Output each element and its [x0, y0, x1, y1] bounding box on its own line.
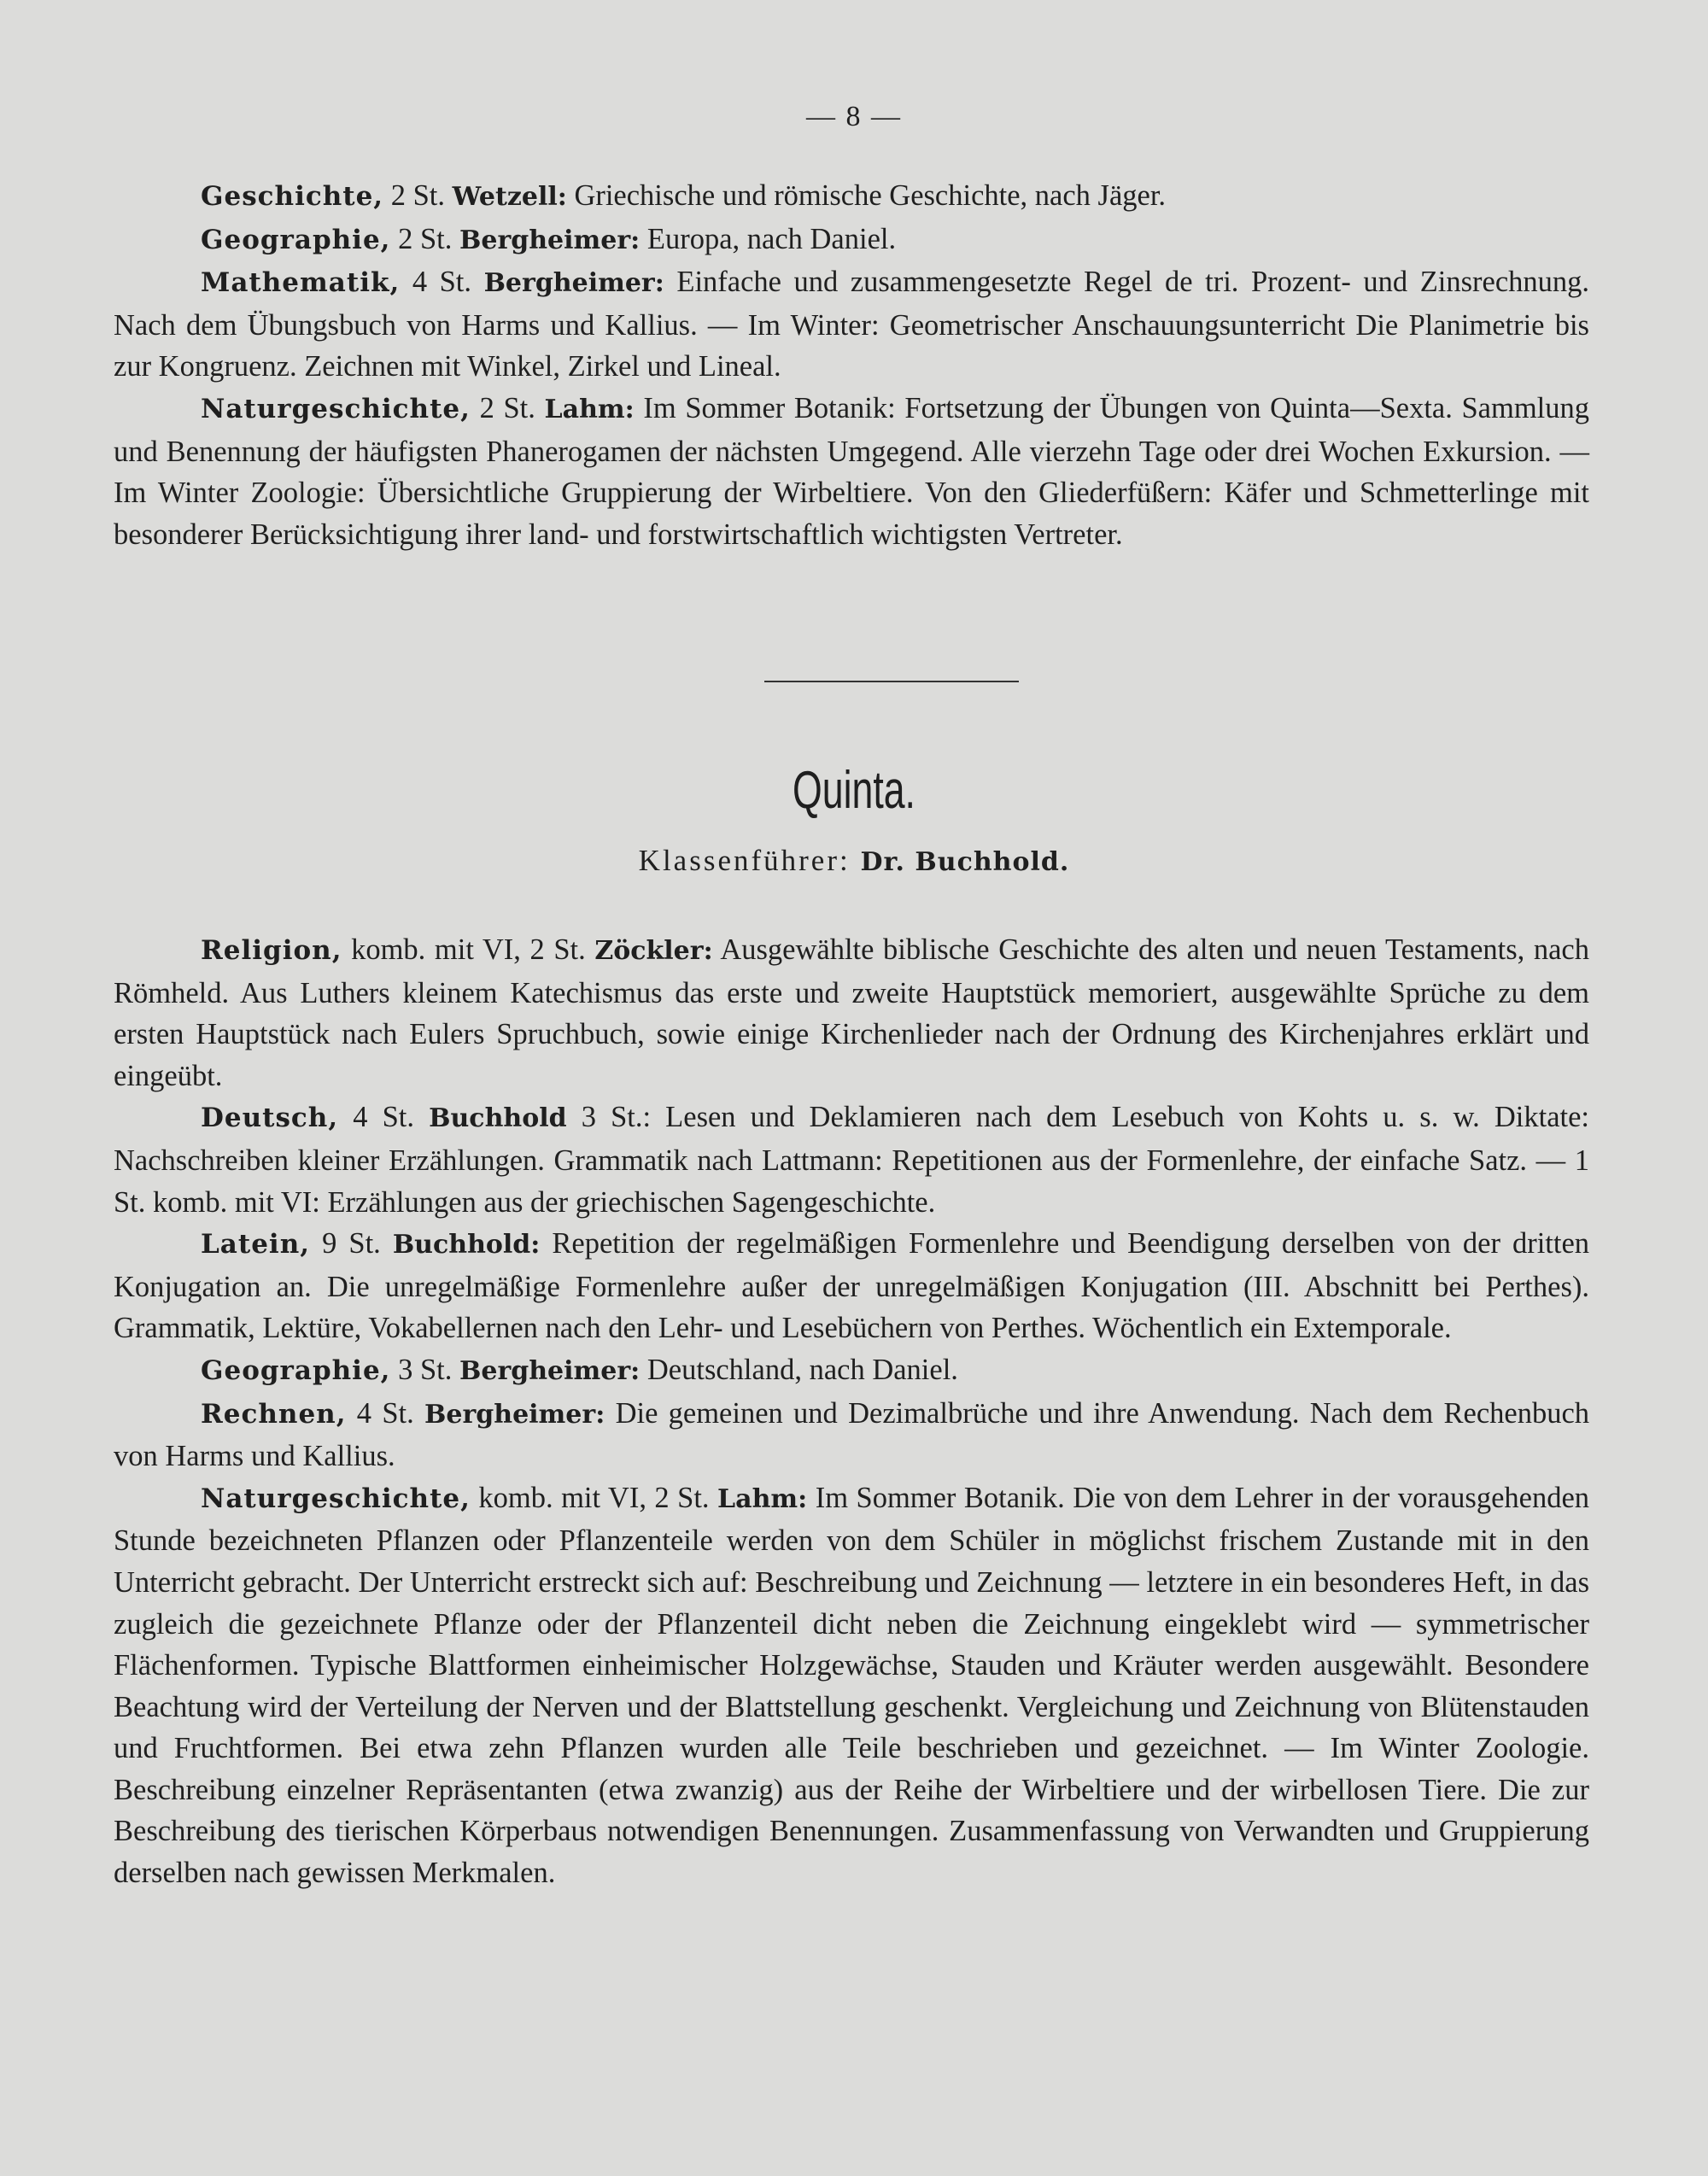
- quinta-curriculum: [114, 929, 1589, 1894]
- subject-name: Geographie,: [201, 1354, 391, 1386]
- subject-entry: [114, 219, 1589, 262]
- entry-text: Die gemeinen und Dezimalbrüche und ihre Anwendung. Nach dem Rechenbuch von Harms und Kallius.: [114, 1396, 1590, 1473]
- subject-name: Geschichte,: [201, 181, 384, 212]
- subject-name: Mathematik,: [201, 267, 401, 299]
- entry-text: Im Sommer Botanik: Fortsetzung der Übungen von Quinta—Sexta. Sammlung und Benennung der häufigsten Phanerogamen der nächsten Umgegend. Alle vierzehn Tage oder drei Wochen Exkursion. — Im Winter Zoologie: Übersichtliche Gruppierung der Wirbeltiere. Von den Gliederfüßern: Käfer und Schmetterlinge mit besonderer Berücksichtigung ihrer land- und forstwirtschaftlich wichtigsten Vertreter.: [114, 391, 1590, 551]
- hours: 3 St.: [398, 1353, 453, 1386]
- hours: 2 St.: [479, 391, 535, 424]
- subject-name: Latein,: [201, 1229, 311, 1261]
- entry-text: Ausgewählte biblische Geschichte des alten und neuen Testaments, nach Römheld. Aus Luthers kleinem Katechismus das erste und zweite Hauptstück memoriert, ausgewählte Sprüche zu dem ersten Hauptstück nach Eulers Spruchbuch, sowie einige Kirchenlieder nach der Ordnung des Kirchenjahres erklärt und eingeübt.: [114, 933, 1589, 1092]
- hours: komb. mit VI, 2 St.: [478, 1481, 710, 1514]
- entry-text: Im Sommer Botanik. Die von dem Lehrer in der vorausgehenden Stunde bezeichneten Pflanzen oder Pflanzenteile werden von dem Schüler in möglichst frischem Zustande mit in den Unterricht gebracht. Der Unterricht erstreckt sich auf: Beschreibung und Zeichnung — letztere in ein besonderes Heft, in das zugleich die gezeichnete Pflanze oder der Pflanzenteil dicht neben die Zeichnung eingeklebt wird — symmetrischer Flächenformen. Typische Blattformen einheimischer Holzgewächse, Stauden und Kräuter werden ausgewählt. Besondere Beachtung wird der Verteilung der Nerven und der Blattstellung geschenkt. Vergleichung und Zeichnung von Blütenstauden und Fruchtformen. Bei etwa zehn Pflanzen wurden alle Teile beschrieben und gezeichnet. — Im Winter Zoologie. Beschreibung einzelner Repräsentanten (etwa zwanzig) aus der Reihe der Wirbeltiere und der wirbellosen Tiere. Die zur Beschreibung des tierischen Körperbaus notwendigen Benennungen. Zusammenfassung von Verwandten und Gruppierung derselben nach gewissen Merkmalen.: [114, 1481, 1590, 1890]
- section-title: Quinta.: [793, 761, 915, 820]
- teacher-name: Lahm:: [544, 394, 635, 424]
- hours: 2 St.: [390, 179, 445, 212]
- subject-entry: [114, 1477, 1589, 1894]
- subject-name: Naturgeschichte,: [201, 1483, 471, 1514]
- teacher-name: Lahm:: [717, 1483, 808, 1514]
- subject-entry: [114, 175, 1589, 219]
- subject-entry: [114, 929, 1589, 1097]
- entry-text: Repetition der regelmäßigen Formenlehre und Beendigung derselben von der dritten Konjugation an. Die unregelmäßige Formenlehre außer der unregelmäßigen Konjugation (III. Abschnitt bei Perthes). Grammatik, Lektüre, Vokabellernen nach den Lehr- und Lesebüchern von Perthes. Wöchentlich ein Extemporale.: [114, 1227, 1590, 1345]
- entry-text: 3 St.: Lesen und Deklamieren nach dem Lesebuch von Kohts u. s. w. Diktate: Nachschreiben kleiner Erzählungen. Grammatik nach Lattmann: Repetitionen aus der Formenlehre, der einfache Satz. — 1 St. komb. mit VI: Erzählungen aus der griechischen Sagengeschichte.: [114, 1101, 1590, 1219]
- hours: komb. mit VI, 2 St.: [351, 933, 586, 966]
- page-number: — 8 —: [806, 101, 902, 132]
- subject-entry: [114, 1349, 1589, 1393]
- teacher-name: Buchhold: [429, 1103, 567, 1134]
- subject-entry: [114, 261, 1589, 388]
- teacher-name: Wetzell:: [452, 182, 567, 212]
- hours: 4 St.: [412, 266, 472, 299]
- class-leader: [0, 844, 1708, 878]
- hours: 4 St.: [353, 1101, 415, 1134]
- subject-name: Religion,: [201, 935, 342, 966]
- hours: 2 St.: [398, 222, 453, 255]
- teacher-name: Bergheimer:: [424, 1399, 605, 1430]
- teacher-name: Bergheimer:: [483, 268, 664, 299]
- teacher-name: Zöckler:: [594, 936, 713, 966]
- teacher-name: Bergheimer:: [459, 225, 640, 255]
- teacher-name: Bergheimer:: [459, 1355, 640, 1386]
- entry-text: Europa, nach Daniel.: [646, 222, 897, 255]
- entry-text: Deutschland, nach Daniel.: [646, 1353, 958, 1386]
- section-divider: [764, 681, 1019, 682]
- hours: 9 St.: [322, 1227, 381, 1261]
- subject-entry: [114, 1097, 1589, 1223]
- subject-entry: [114, 1223, 1589, 1349]
- upper-class-curriculum: [114, 175, 1589, 555]
- subject-name: Rechnen,: [201, 1398, 347, 1430]
- class-leader-label: Klassenführer:: [638, 844, 851, 877]
- teacher-name: Buchhold:: [392, 1230, 541, 1261]
- subject-name: Geographie,: [201, 224, 391, 255]
- subject-entry: [114, 1393, 1589, 1477]
- entry-text: Griechische und römische Geschichte, nach Jäger.: [574, 179, 1167, 212]
- hours: 4 St.: [356, 1396, 414, 1430]
- subject-name: Deutsch,: [201, 1103, 339, 1134]
- subject-name: Naturgeschichte,: [201, 393, 471, 424]
- entry-text: Einfache und zusammengesetzte Regel de tri. Prozent- und Zinsrechnung. Nach dem Übungsbuch von Harms und Kallius. — Im Winter: Geometrischer Anschauungsunterricht Die Planimetrie bis zur Kongruenz. Zeichnen mit Winkel, Zirkel und Lineal.: [114, 266, 1590, 383]
- class-leader-name: Dr. Buchhold.: [860, 847, 1070, 877]
- subject-entry: [114, 388, 1589, 555]
